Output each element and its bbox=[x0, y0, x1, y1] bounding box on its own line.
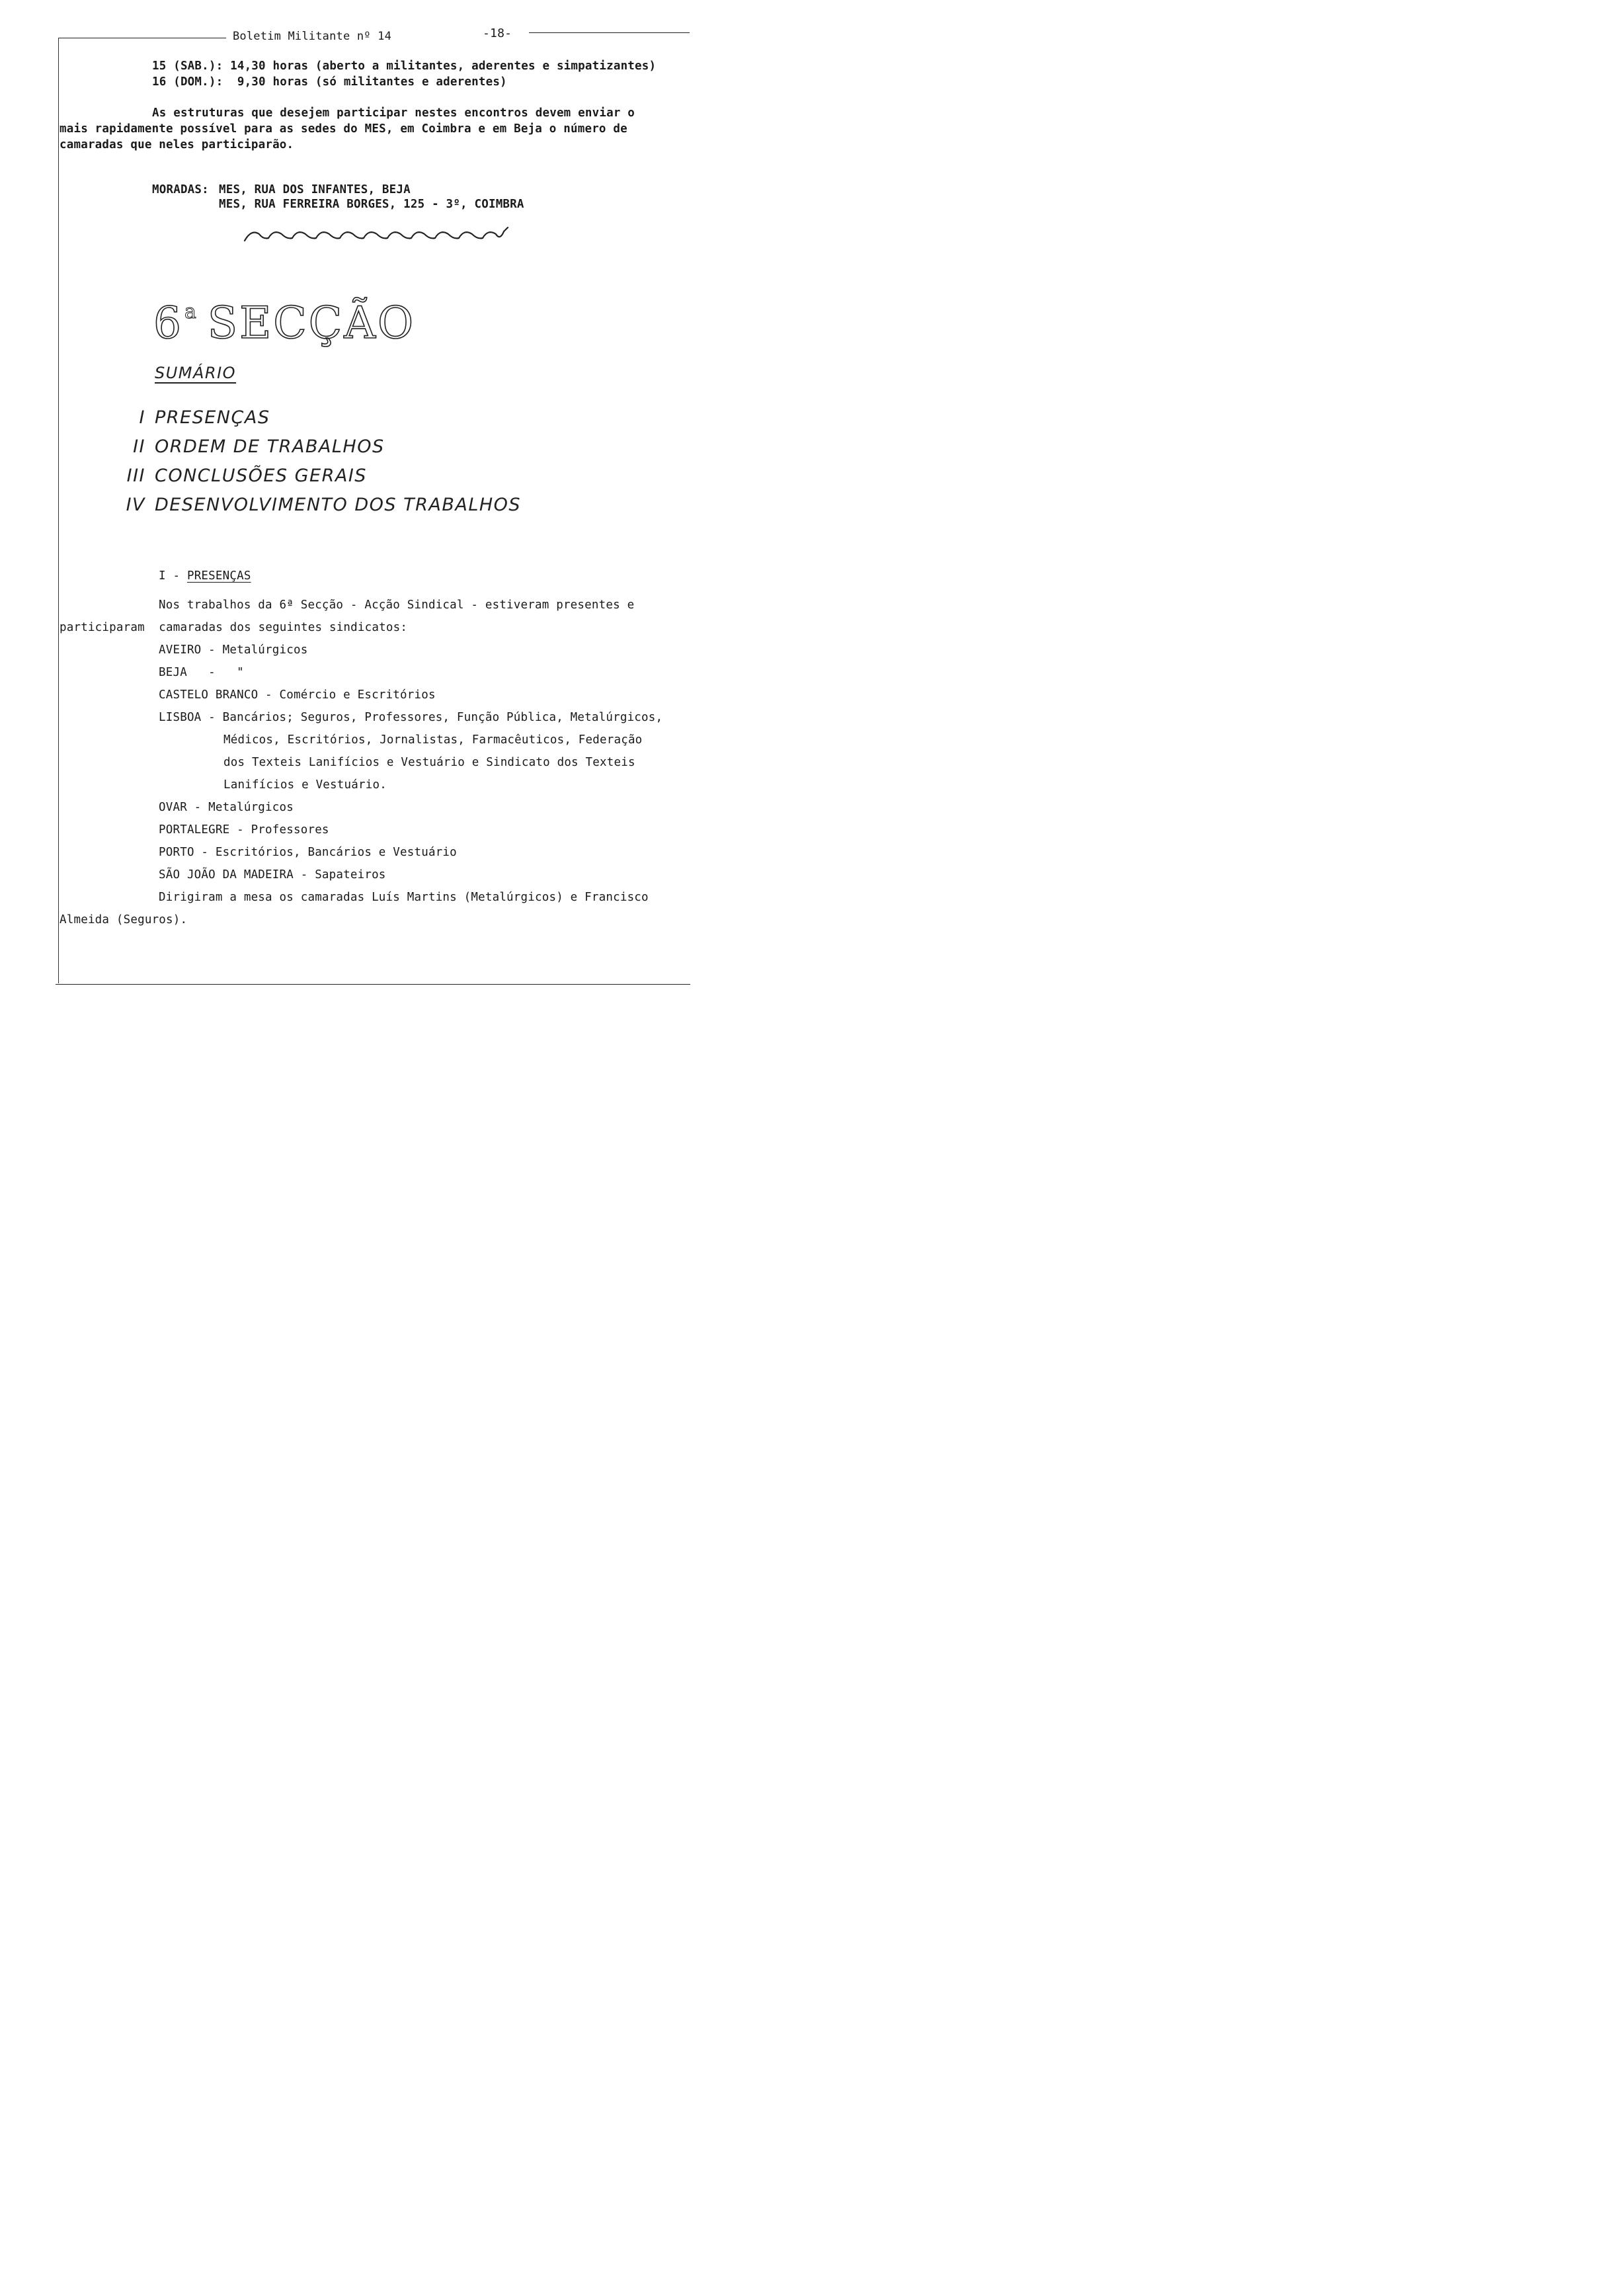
entry-lisboa-cont-1: Médicos, Escritórios, Jornalistas, Farmacêuticos, Federação bbox=[223, 733, 643, 747]
presencas-heading bbox=[159, 569, 251, 583]
summary-item-ordem: ORDEM DE TRABALHOS bbox=[155, 436, 385, 457]
entry-aveiro: AVEIRO - Metalúrgicos bbox=[159, 643, 308, 657]
entry-ovar: OVAR - Metalúrgicos bbox=[159, 801, 294, 814]
summary-title: SUMÁRIO bbox=[155, 364, 237, 382]
document-page bbox=[0, 0, 727, 1027]
address-beja: MES, RUA DOS INFANTES, BEJA bbox=[219, 183, 411, 196]
entry-castelo-branco: CASTELO BRANCO - Comércio e Escritórios bbox=[159, 688, 436, 702]
header-rule-right bbox=[529, 32, 690, 33]
presencas-intro-2: participaram camaradas dos seguintes sindicatos: bbox=[60, 621, 408, 634]
page-number: -18- bbox=[483, 26, 512, 40]
bulletin-title: Boletim Militante nº 14 bbox=[233, 30, 392, 43]
entry-beja: BEJA - " bbox=[159, 666, 244, 679]
section-word: SECÇÃO bbox=[207, 298, 416, 348]
summary-item-presencas: PRESENÇAS bbox=[155, 407, 270, 428]
footer-rule bbox=[56, 984, 690, 985]
entry-porto: PORTO - Escritórios, Bancários e Vestuário bbox=[159, 846, 457, 859]
summary-numeral-2: II bbox=[133, 436, 145, 457]
summary-item-conclusoes: CONCLUSÕES GERAIS bbox=[155, 466, 367, 486]
address-coimbra: MES, RUA FERREIRA BORGES, 125 - 3º, COIMBRA bbox=[219, 198, 524, 211]
schedule-line-2: 16 (DOM.): 9,30 horas (só militantes e aderentes) bbox=[152, 75, 507, 89]
summary-numeral-4: IV bbox=[126, 495, 145, 515]
margin-rule bbox=[58, 38, 59, 983]
entry-lisboa: LISBOA - Bancários; Seguros, Professores, Função Pública, Metalúrgicos, bbox=[159, 711, 663, 724]
notice-line-1: As estruturas que desejem participar nestes encontros devem enviar o bbox=[152, 106, 635, 120]
closing-line-1: Dirigiram a mesa os camaradas Luís Martins (Metalúrgicos) e Francisco bbox=[159, 891, 649, 904]
entry-portalegre: PORTALEGRE - Professores bbox=[159, 823, 329, 837]
section-title bbox=[153, 286, 415, 350]
entry-sao-joao-da-madeira: SÃO JOÃO DA MADEIRA - Sapateiros bbox=[159, 868, 386, 882]
summary-numeral-1: I bbox=[139, 407, 145, 428]
summary-item-desenvolvimento: DESENVOLVIMENTO DOS TRABALHOS bbox=[155, 495, 522, 515]
wavy-separator bbox=[243, 225, 511, 246]
notice-line-2: mais rapidamente possível para as sedes do MES, em Coimbra e em Beja o número de bbox=[60, 122, 627, 136]
section-number: 6 bbox=[153, 298, 183, 348]
section-ordinal: a bbox=[184, 300, 198, 323]
entry-lisboa-cont-3: Lanifícios e Vestuário. bbox=[223, 778, 387, 792]
presencas-heading-text: PRESENÇAS bbox=[186, 569, 251, 583]
entry-lisboa-cont-2: dos Texteis Lanifícios e Vestuário e Sindicato dos Texteis bbox=[223, 756, 635, 769]
presencas-intro-1: Nos trabalhos da 6ª Secção - Acção Sindical - estiveram presentes e bbox=[159, 598, 635, 612]
presencas-heading-prefix: I - bbox=[159, 569, 187, 583]
addresses-label: MORADAS: bbox=[152, 183, 209, 196]
schedule-line-1: 15 (SAB.): 14,30 horas (aberto a militantes, aderentes e simpatizantes) bbox=[152, 60, 657, 73]
notice-line-3: camaradas que neles participarão. bbox=[60, 138, 294, 151]
closing-line-2: Almeida (Seguros). bbox=[60, 913, 188, 926]
summary-numeral-3: III bbox=[126, 466, 145, 486]
